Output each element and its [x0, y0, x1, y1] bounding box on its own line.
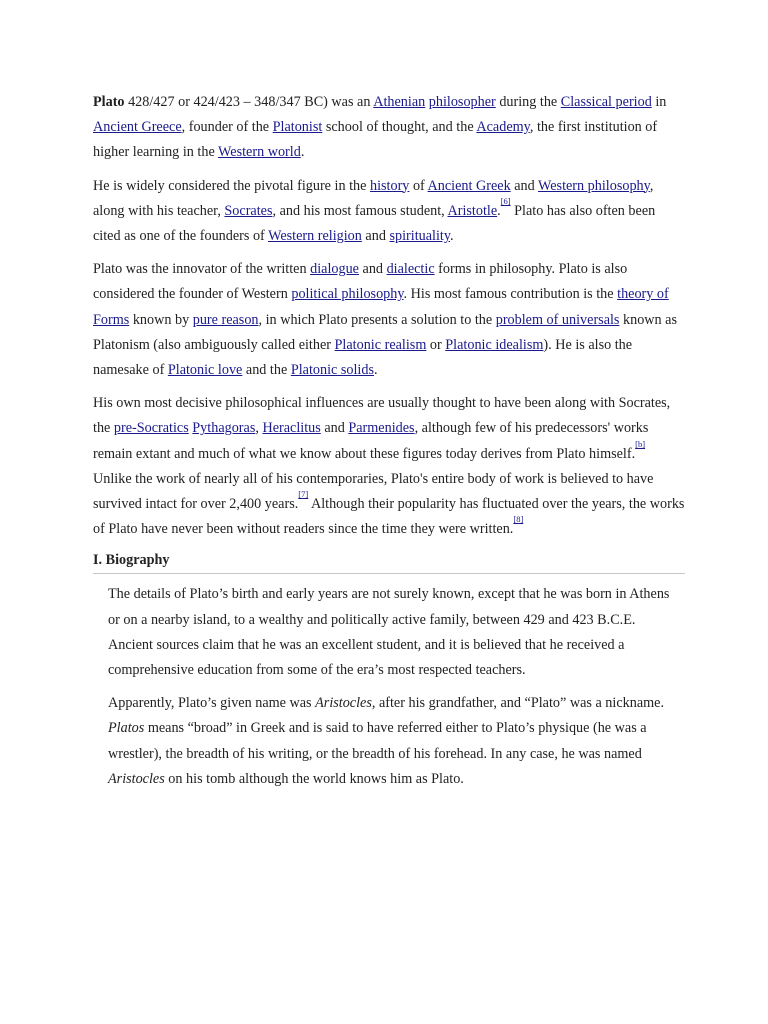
link-ancient-greece[interactable]: Ancient Greece — [93, 119, 182, 136]
text-span: , although few of his predecessors' works remain extant and much of what we know about these figures today derives from Plato himself. — [93, 420, 649, 462]
italic-term: Aristocles — [108, 770, 165, 787]
link-platonic-idealism[interactable]: Platonic idealism — [445, 336, 544, 353]
citation-link[interactable]: [8] — [513, 514, 524, 525]
link-pythagoras[interactable]: Pythagoras — [192, 420, 256, 437]
predecessors-paragraph — [93, 391, 685, 542]
text-span: and — [510, 177, 538, 194]
link-dialogue[interactable]: dialogue — [310, 261, 359, 278]
link-aristotle[interactable]: Aristotle — [447, 202, 498, 219]
link-classical-period[interactable]: Classical period — [560, 94, 652, 110]
link-theory-of-forms[interactable]: theory of Forms — [93, 286, 669, 328]
influence-paragraph — [93, 174, 685, 250]
text-span: in — [651, 94, 667, 110]
link-western-religion[interactable]: Western religion — [268, 228, 362, 245]
link-problem-of-universals[interactable]: problem of universals — [495, 311, 620, 328]
italic-term: Aristocles, — [315, 695, 376, 712]
intro-paragraph — [93, 90, 685, 166]
link-platonic-love[interactable]: Platonic love — [167, 362, 243, 379]
text-span: and the — [242, 362, 291, 379]
text-span: , the first institution of higher learning in the — [93, 119, 658, 161]
text-span: , along with his teacher, — [93, 177, 654, 219]
link-parmenides[interactable]: Parmenides — [348, 420, 415, 437]
text-span: or — [426, 336, 446, 353]
text-span: Unlike the work of nearly all of his contemporaries, Plato's entire body of work is believed to have survived intact for over 2,400 years. — [93, 470, 654, 513]
biography-paragraph-name — [108, 691, 680, 792]
link-western-philosophy[interactable]: Western philosophy — [538, 177, 650, 194]
text-span: 428/427 or 424/423 – 348/347 BC) was an — [124, 94, 374, 110]
text-span: , — [255, 420, 263, 437]
text-span: Although their popularity has fluctuated over the years, the works of Plato have never been without readers since the time they were written. — [93, 496, 685, 538]
link-political-philosophy[interactable]: political philosophy — [291, 286, 404, 303]
text-span: and — [361, 228, 390, 245]
text-span: His own most decisive philosophical influences are usually thought to have been along with Socrates, the — [93, 395, 671, 437]
text-span: of — [409, 177, 428, 194]
link-socrates[interactable]: Socrates — [224, 202, 273, 219]
text-span: ). He is also the namesake of — [93, 336, 633, 379]
text-span: , founder of the — [181, 119, 273, 136]
text-span: Apparently, Plato’s given name was — [108, 695, 316, 712]
article-body — [93, 90, 685, 800]
section-heading: I. Biography — [93, 550, 685, 574]
link-ancient-greek[interactable]: Ancient Greek — [427, 177, 511, 194]
text-span: school of thought, and the — [322, 119, 477, 136]
link-western-world[interactable]: Western world — [218, 144, 301, 161]
text-span: , in which Plato presents a solution to the — [258, 311, 496, 328]
text-span: and — [358, 261, 387, 278]
text-span: known as Platonism (also ambiguously called either — [93, 311, 677, 353]
citation-link[interactable]: [6] — [500, 195, 511, 206]
text-span: on his tomb although the world knows him as Plato. — [164, 770, 464, 787]
text-span: known by — [129, 311, 193, 328]
text-span: means “broad” in Greek and is said to have referred either to Plato’s physique (he was a wrestler), the breadth of his writing, or the breadth of his forehead. In any case, he was named — [108, 720, 647, 762]
text-span: after his grandfather, and “Plato” was a nickname. — [375, 695, 664, 712]
link-philosopher[interactable]: philosopher — [428, 94, 496, 110]
link-academy[interactable]: Academy — [476, 119, 530, 136]
text-span: . His most famous contribution is the — [403, 286, 618, 303]
link-athenian[interactable]: Athenian — [373, 94, 426, 110]
text-span: . — [300, 144, 305, 161]
innovation-paragraph — [93, 257, 685, 383]
text-span: . — [497, 202, 501, 219]
text-span: He is widely considered the pivotal figure in the — [93, 177, 370, 194]
biography-paragraph-birth: The details of Plato’s birth and early years are not surely known, except that he was born in Athens or on a nearby island, to a wealthy and politically active family, between 429 and 423 B.C.E. Ancient sources claim that he was an excellent student, and it is believed that he received a comprehensive education from some of the era’s most respected teachers. — [108, 586, 670, 679]
link-pure-reason[interactable]: pure reason — [192, 311, 259, 328]
link-spirituality[interactable]: spirituality — [389, 228, 451, 245]
link-platonic-solids[interactable]: Platonic solids — [290, 362, 374, 379]
text-span: and — [320, 420, 349, 437]
link-pre-socratics[interactable]: pre-Socratics — [113, 420, 189, 437]
text-span: . — [450, 228, 454, 245]
citation-link[interactable]: [b] — [635, 438, 646, 449]
link-platonist[interactable]: Platonist — [272, 119, 323, 136]
text-span: , and his most famous student, — [272, 202, 448, 219]
link-history[interactable]: history — [369, 177, 410, 194]
citation-link[interactable]: [7] — [298, 489, 309, 500]
text-span: Plato was the innovator of the written — [93, 261, 311, 278]
text-span: forms in philosophy. Plato is also considered the founder of Western — [93, 261, 628, 303]
link-heraclitus[interactable]: Heraclitus — [262, 420, 321, 437]
subject-name: Plato — [93, 94, 125, 110]
text-span: during the — [495, 94, 561, 110]
italic-term: Platos — [108, 720, 145, 737]
link-platonic-realism[interactable]: Platonic realism — [334, 336, 427, 353]
text-span: . — [373, 362, 378, 379]
text-span: Plato has also often been cited as one of the founders of — [93, 202, 656, 245]
link-dialectic[interactable]: dialectic — [386, 261, 435, 278]
